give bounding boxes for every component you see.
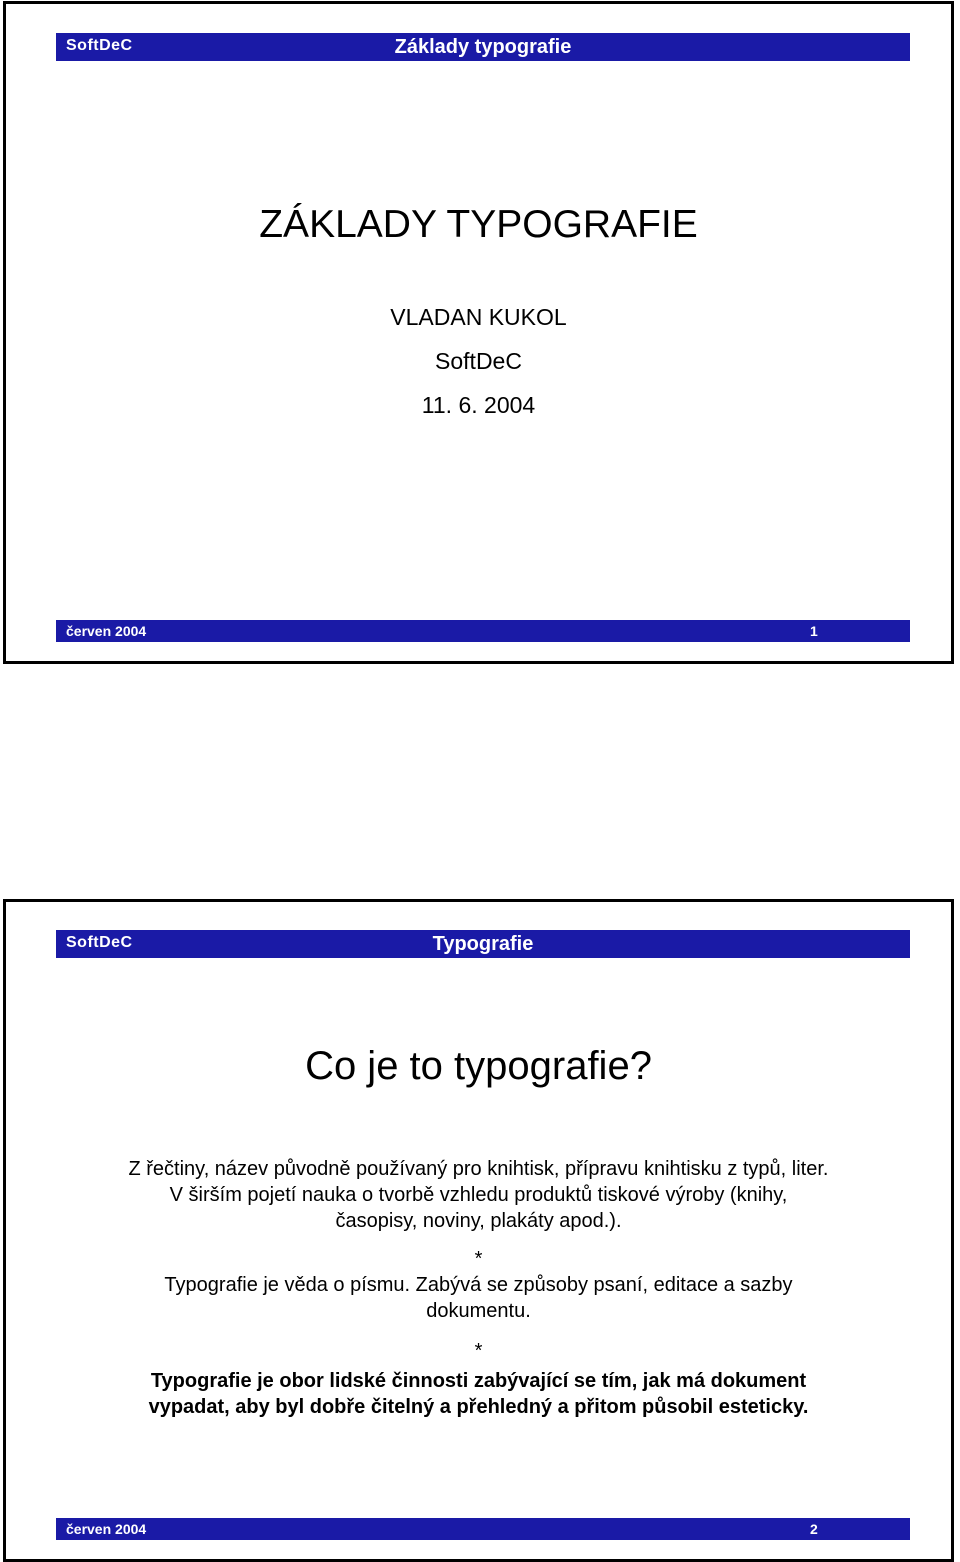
footer-page-number: 1 [810,623,818,639]
softdec-logo: SoftDeC [66,934,133,951]
slide-2 [3,899,954,1562]
softdec-logo: SoftDeC [66,37,133,54]
presentation-date: 11. 6. 2004 [421,392,536,418]
separator-asterisk: * [474,1248,483,1270]
footer-date: červen 2004 [66,623,147,639]
definition-paragraph-3: Typografie je obor lidské činnosti zabývající se tím, jak má dokument vypadat, aby byl dobře čitelný a přehledný a přitom působil esteticky. [148,1370,809,1418]
presentation-title: ZÁKLADY TYPOGRAFIE [259,203,698,246]
footer-date: červen 2004 [66,1521,147,1537]
slide-header-bar [56,930,910,958]
slide-title: Co je to typografie? [305,1044,652,1088]
author-organization: SoftDeC [435,348,522,374]
separator-asterisk: * [474,1340,483,1362]
slide-footer-bar [56,1518,910,1540]
slide-1 [3,1,954,664]
slide-header-bar [56,33,910,61]
definition-paragraph-2: Typografie je věda o písmu. Zabývá se způsoby psaní, editace a sazby dokumentu. [164,1274,793,1322]
slide-header-title: Typografie [432,933,534,955]
author-name: VLADAN KUKOL [390,304,567,330]
slide-header-title: Základy typografie [394,36,572,58]
footer-page-number: 2 [810,1521,818,1537]
definition-paragraph-1: Z řečtiny, název původně používaný pro knihtisk, přípravu knihtisku z typů, liter. V širším pojetí nauka o tvorbě vzhledu produktů tiskové výroby (knihy, časopisy, noviny, plakáty apod.). [128,1158,829,1232]
slide-footer-bar [56,620,910,642]
